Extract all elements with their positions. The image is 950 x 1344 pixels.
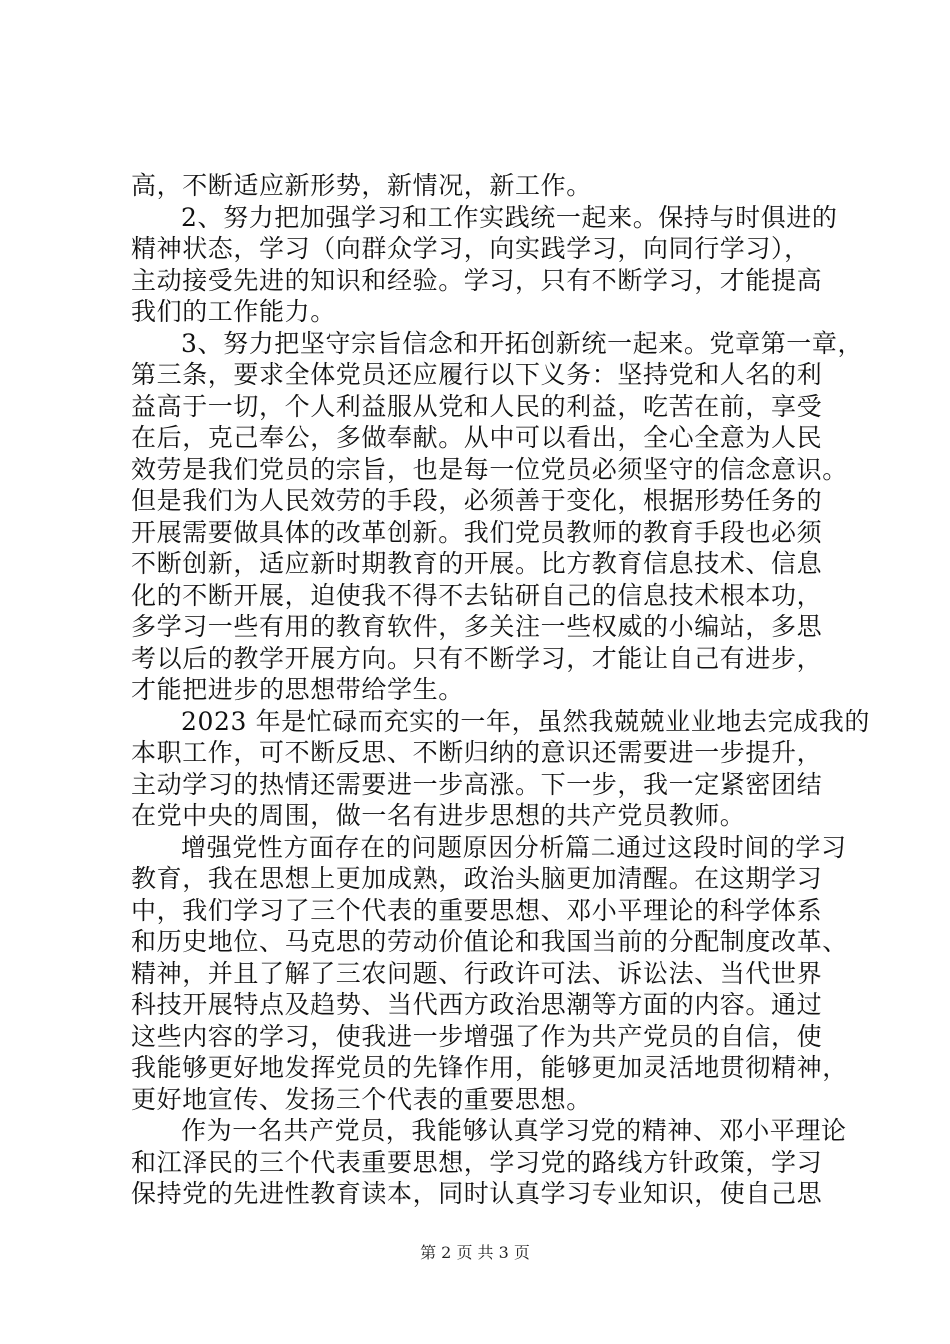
text-line: 第三条，要求全体党员还应履行以下义务：坚持党和人名的利 bbox=[131, 360, 823, 389]
text-line: 才能把进步的思想带给学生。 bbox=[131, 675, 464, 704]
text-line: 不断创新，适应新时期教育的开展。比方教育信息技术、信息 bbox=[131, 549, 823, 578]
text-line: 我能够更好地发挥党员的先锋作用，能够更加灵活地贯彻精神， bbox=[131, 1053, 848, 1082]
text-line: 和江泽民的三个代表重要思想，学习党的路线方针政策，学习 bbox=[131, 1147, 823, 1177]
text-line: 在后，克己奉公，多做奉献。从中可以看出，全心全意为人民 bbox=[131, 423, 823, 452]
text-line: 高，不断适应新形势，新情况，新工作。 bbox=[131, 171, 592, 200]
text-line: 2023 年是忙碌而充实的一年，虽然我兢兢业业地去完成我的 bbox=[181, 706, 870, 736]
text-line: 保持党的先进性教育读本，同时认真学习专业知识，使自己思 bbox=[131, 1179, 823, 1208]
text-line: 作为一名共产党员，我能够认真学习党的精神、邓小平理论 bbox=[181, 1116, 847, 1145]
text-line: 在党中央的周围，做一名有进步思想的共产党员教师。 bbox=[131, 801, 746, 830]
text-line: 这些内容的学习，使我进一步增强了作为共产党员的自信，使 bbox=[131, 1021, 823, 1051]
text-line: 我们的工作能力。 bbox=[131, 297, 336, 326]
text-line: 3、努力把坚守宗旨信念和开拓创新统一起来。党章第一章， bbox=[181, 328, 864, 358]
document-body bbox=[131, 170, 870, 1210]
text-line: 主动学习的热情还需要进一步高涨。下一步，我一定紧密团结 bbox=[131, 769, 823, 799]
text-line: 益高于一切，个人利益服从党和人民的利益，吃苦在前，享受 bbox=[131, 391, 823, 421]
text-line: 教育，我在思想上更加成熟，政治头脑更加清醒。在这期学习 bbox=[131, 864, 823, 893]
text-line: 科技开展特点及趋势、当代西方政治思潮等方面的内容。通过 bbox=[131, 990, 823, 1019]
text-line: 开展需要做具体的改革创新。我们党员教师的教育手段也必须 bbox=[131, 517, 823, 547]
text-line: 精神，并且了解了三农问题、行政许可法、诉讼法、当代世界 bbox=[131, 958, 823, 988]
page-number: 第 2 页 共 3 页 bbox=[420, 1243, 530, 1262]
text-line: 效劳是我们党员的宗旨，也是每一位党员必须坚守的信念意识。 bbox=[131, 454, 848, 484]
text-line: 多学习一些有用的教育软件，多关注一些权威的小编站，多思 bbox=[131, 612, 823, 641]
text-line: 2、努力把加强学习和工作实践统一起来。保持与时俱进的 bbox=[181, 202, 838, 232]
text-line: 和历史地位、马克思的劳动价值论和我国当前的分配制度改革、 bbox=[131, 927, 848, 956]
page-footer bbox=[0, 1240, 950, 1263]
text-line: 考以后的教学开展方向。只有不断学习，才能让自己有进步， bbox=[131, 643, 823, 673]
text-line: 本职工作，可不断反思、不断归纳的意识还需要进一步提升， bbox=[131, 738, 823, 767]
text-line: 更好地宣传、发扬三个代表的重要思想。 bbox=[131, 1084, 592, 1114]
text-line: 但是我们为人民效劳的手段，必须善于变化，根据形势任务的 bbox=[131, 486, 823, 515]
text-line: 主动接受先进的知识和经验。学习，只有不断学习，才能提高 bbox=[131, 265, 823, 295]
text-line: 增强党性方面存在的问题原因分析篇二通过这段时间的学习 bbox=[181, 832, 847, 862]
text-line: 化的不断开展，迫使我不得不去钻研自己的信息技术根本功， bbox=[131, 580, 823, 610]
text-line: 精神状态，学习（向群众学习，向实践学习，向同行学习）， bbox=[131, 234, 810, 263]
text-line: 中，我们学习了三个代表的重要思想、邓小平理论的科学体系 bbox=[131, 895, 823, 925]
